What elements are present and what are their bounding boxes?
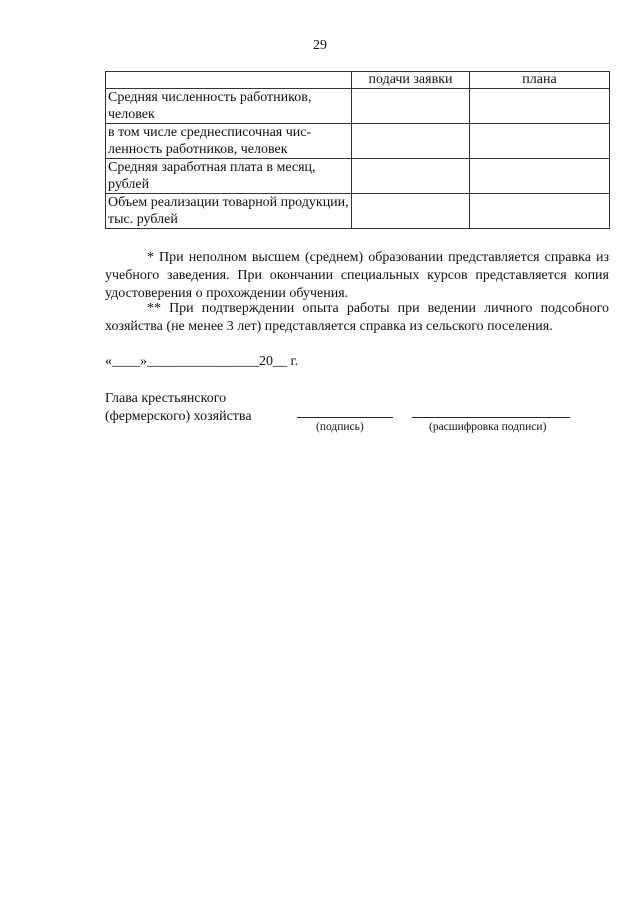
table-row (106, 89, 610, 124)
indicators-table (105, 71, 610, 229)
signatory-title-line-2: (фермерского) хозяйства (105, 409, 252, 424)
signature-caption: (подпись) (316, 421, 364, 433)
row-label: в том числе среднесписочная чис-ленность работников, человек (106, 124, 352, 159)
table-cell (352, 159, 470, 194)
table-header-cell: плана (470, 72, 610, 89)
row-label: Средняя заработная плата в месяц, рублей (106, 159, 352, 194)
table-cell (352, 194, 470, 229)
table-header-row (106, 72, 610, 89)
row-label: Объем реализации товарной продукции, тыс. рублей (106, 194, 352, 229)
table-cell (352, 89, 470, 124)
table-header-cell (106, 72, 352, 89)
signature-decoding-caption: (расшифровка подписи) (429, 421, 547, 433)
footnote-experience (105, 300, 609, 336)
table-row (106, 124, 610, 159)
row-label: Средняя численность работников, человек (106, 89, 352, 124)
table-cell (352, 124, 470, 159)
signature-line (297, 417, 393, 418)
table-cell (470, 159, 610, 194)
table-cell (470, 89, 610, 124)
date-line: «____»________________20__ г. (105, 354, 299, 369)
table-cell (470, 194, 610, 229)
signatory-title-line-1: Глава крестьянского (105, 391, 227, 406)
table-cell (470, 124, 610, 159)
signatory-title (105, 390, 252, 426)
table-row (106, 159, 610, 194)
footnote-education-text: * При неполном высшем (среднем) образовании представляется справка из учебного заведения. При окончании специальных курсов представляется копия удостоверения о прохождении обучения. (105, 250, 609, 301)
signature-decoding-line (412, 417, 570, 418)
table-row (106, 194, 610, 229)
footnote-education (105, 249, 609, 303)
table-header-cell: подачи заявки (352, 72, 470, 89)
footnote-experience-text: ** При подтверждении опыта работы при ведении личного подсобного хозяйства (не менее 3 лет) представляется справка из сельского поселения. (105, 301, 609, 334)
page-number: 29 (313, 38, 327, 53)
